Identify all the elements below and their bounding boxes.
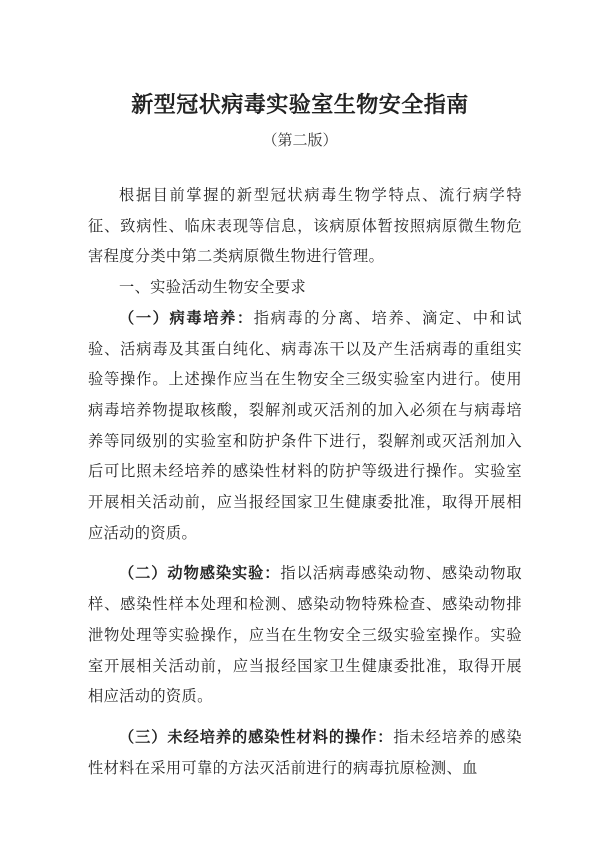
edition-label: （第二版） [262,131,338,149]
item-paragraph-uncultured-material [88,722,522,783]
item-text: 指未经培养的感染性材料在采用可靠的方法灭活前进行的病毒抗原检测、血 [88,727,522,777]
document-body [88,180,522,783]
item-text: 指病毒的分离、培养、滴定、中和试验、活病毒及其蛋白纯化、病毒冻干以及产生活病毒的重组实验等操作。上述操作应当在生物安全三级实验室内进行。使用病毒培养物提取核酸，裂解剂或灭活剂的加入必须在与病毒培养等同级别的实验室和防护条件下进行，裂解剂或灭活剂加入后可比照未经培养的感染性材料的防护等级进行操作。实验室开展相关活动前，应当报经国家卫生健康委批准，取得开展相应活动的资质。 [88,308,522,542]
item-paragraph-virus-culture [88,303,522,549]
item-paragraph-animal-infection [88,558,522,712]
section-heading: 一、实验活动生物安全要求 [119,278,307,297]
item-text: 指以活病毒感染动物、感染动物取样、感染性样本处理和检测、感染动物特殊检查、感染动物排泄物处理等实验操作，应当在生物安全三级实验室操作。实验室开展相关活动前，应当报经国家卫生健康委批准，取得开展相应活动的资质。 [88,564,522,706]
item-label: （三）未经培养的感染性材料的操作： [119,727,394,746]
item-label: （一）病毒培养： [119,308,254,327]
intro-paragraph: 根据目前掌握的新型冠状病毒生物学特点、流行病学特征、致病性、临床表现等信息，该病原体暂按照病原微生物危害程度分类中第二类病原微生物进行管理。 [88,186,522,266]
document-title: 新型冠状病毒实验室生物安全指南 [131,93,469,118]
item-label: （二）动物感染实验： [119,564,281,583]
